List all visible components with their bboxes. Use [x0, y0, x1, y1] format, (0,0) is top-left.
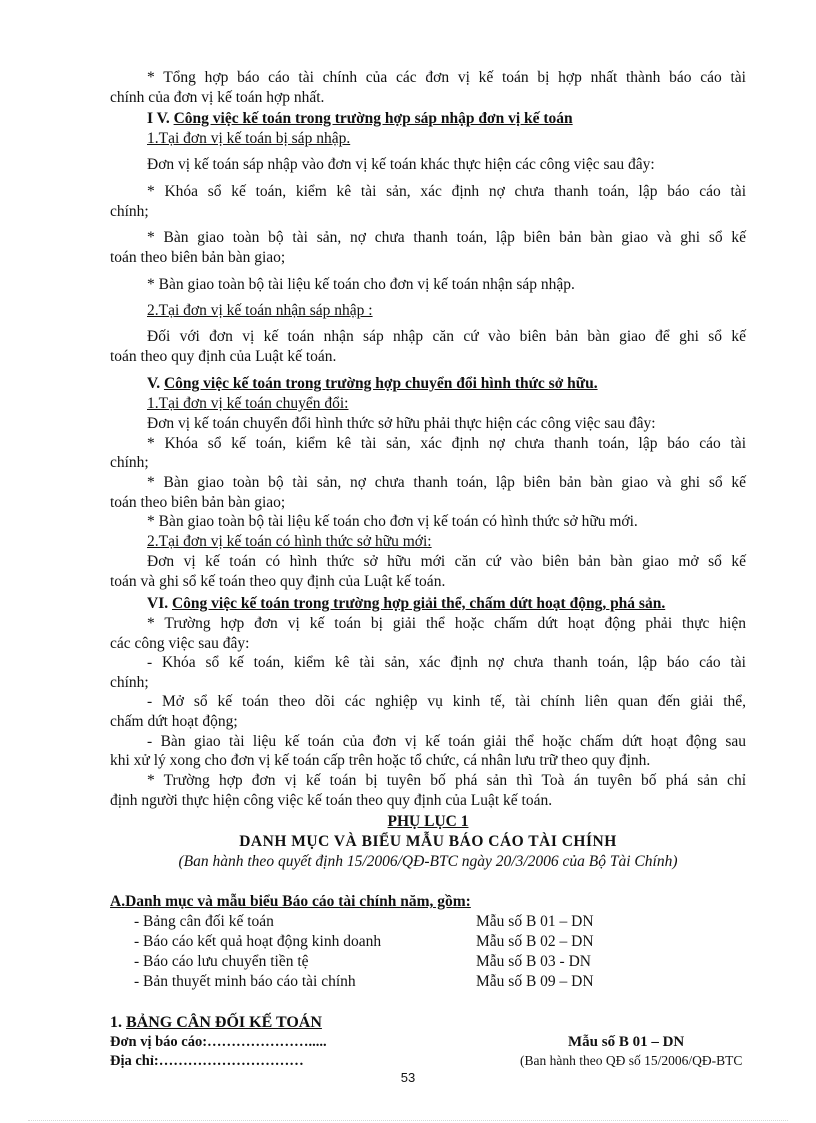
paragraph-line: chấm dứt hoạt động; [110, 713, 238, 730]
paragraph-line: * Bàn giao toàn bộ tài sản, nợ chưa thanh toán, lập biên bản bàn giao và ghi sổ kế [147, 229, 746, 246]
paragraph-line: - Mở sổ kế toán theo dõi các nghiệp vụ kinh tế, tài chính liên quan đến giải thể, [147, 693, 746, 710]
section-title: Công việc kế toán trong trường hợp sáp nhập đơn vị kế toán [173, 110, 573, 127]
paragraph-line: các công việc sau đây: [110, 635, 250, 652]
subsection-heading [147, 301, 373, 320]
section-heading-iv [147, 109, 573, 128]
section-number: I V. [147, 110, 170, 127]
paragraph-line: - Bàn giao tài liệu kế toán của đơn vị kế toán giải thể hoặc chấm dứt hoạt động sau [147, 733, 746, 750]
appendix-subtitle: DANH MỤC VÀ BIỂU MẪU BÁO CÁO TÀI CHÍNH [239, 833, 617, 850]
section-heading-vi [147, 594, 665, 613]
list-item-name: - Bảng cân đối kế toán [134, 913, 274, 930]
paragraph-line: * Khóa sổ kế toán, kiểm kê tài sản, xác định nợ chưa thanh toán, lập báo cáo tài [147, 183, 746, 200]
paragraph-line: Đơn vị kế toán có hình thức sở hữu mới căn cứ vào biên bản bàn giao mở sổ kế [147, 553, 746, 570]
list-item-form: Mẫu số B 01 – DN [476, 913, 594, 930]
list-item-form: Mẫu số B 02 – DN [476, 933, 594, 950]
paragraph-line: toán và ghi sổ kế toán theo quy định của Luật kế toán. [110, 573, 446, 590]
page-divider [28, 1120, 788, 1121]
section-title: Công việc kế toán trong trường hợp giải thể, chấm dứt hoạt động, phá sản. [171, 595, 666, 612]
address-field: Địa chỉ:………………………… [110, 1053, 304, 1069]
paragraph-line: * Trường hợp đơn vị kế toán bị giải thể hoặc chấm dứt hoạt động phải thực hiện [147, 615, 746, 632]
paragraph-line: chính; [110, 203, 149, 220]
appendix-note: (Ban hành theo quyết định 15/2006/QĐ-BTC ngày 20/3/2006 của Bộ Tài Chính) [178, 853, 678, 870]
appendix-title: PHỤ LỤC 1 [387, 813, 469, 830]
list-item-form: Mẫu số B 03 - DN [476, 953, 591, 970]
subsection-heading [147, 129, 350, 148]
subsection-heading [147, 394, 348, 413]
subsection-heading [147, 532, 432, 551]
paragraph-line: toán theo biên bản bàn giao; [110, 494, 286, 511]
subsection-title: 1.Tại đơn vị kế toán chuyển đổi: [147, 395, 349, 412]
subsection-title: 1.Tại đơn vị kế toán bị sáp nhập. [147, 130, 351, 147]
paragraph-line: Đơn vị kế toán chuyển đổi hình thức sở hữu phải thực hiện các công việc sau đây: [147, 415, 656, 432]
section-title: Công việc kế toán trong trường hợp chuyển đổi hình thức sở hữu. [163, 375, 598, 392]
paragraph-line: toán theo biên bản bàn giao; [110, 249, 286, 266]
form-note: (Ban hành theo QĐ số 15/2006/QĐ-BTC [520, 1053, 743, 1068]
paragraph-line: toán theo quy định của Luật kế toán. [110, 348, 337, 365]
subsection-title: 2.Tại đơn vị kế toán nhận sáp nhập : [147, 302, 373, 319]
list-item-form: Mẫu số B 09 – DN [476, 973, 594, 990]
section-number: VI. [147, 595, 169, 612]
section-number: V. [147, 375, 161, 392]
paragraph-line: * Bàn giao toàn bộ tài sản, nợ chưa thanh toán, lập biên bản bàn giao và ghi sổ kế [147, 474, 746, 491]
page-number: 53 [400, 1070, 416, 1085]
paragraph-line: * Trường hợp đơn vị kế toán bị tuyên bố phá sản thì Toà án tuyên bố phá sản chỉ [147, 772, 746, 789]
section-heading-v [147, 374, 598, 393]
paragraph-line: * Tổng hợp báo cáo tài chính của các đơn vị kế toán bị hợp nhất thành báo cáo tài [147, 69, 746, 86]
list-item-name: - Báo cáo lưu chuyển tiền tệ [134, 953, 309, 970]
list-item-name: - Báo cáo kết quả hoạt động kinh doanh [134, 933, 382, 950]
paragraph-line: chính; [110, 454, 149, 471]
paragraph-line: định người thực hiện công việc kế toán theo quy định của Luật kế toán. [110, 792, 553, 809]
paragraph-line: Đơn vị kế toán sáp nhập vào đơn vị kế toán khác thực hiện các công việc sau đây: [147, 156, 655, 173]
form-number: Mẫu số B 01 – DN [568, 1034, 685, 1050]
list-heading: A.Danh mục và mẫu biểu Báo cáo tài chính năm, gồm: [110, 893, 471, 910]
list-item-name: - Bản thuyết minh báo cáo tài chính [134, 973, 356, 990]
paragraph-line: chính; [110, 674, 149, 691]
paragraph-line: chính của đơn vị kế toán hợp nhất. [110, 89, 325, 106]
balance-sheet-heading [110, 1013, 322, 1032]
paragraph-line: * Bàn giao toàn bộ tài liệu kế toán cho đơn vị kế toán nhận sáp nhập. [147, 276, 575, 293]
paragraph-line: - Khóa sổ kế toán, kiểm kê tài sản, xác định nợ chưa thanh toán, lập báo cáo tài [147, 654, 746, 671]
paragraph-line: Đối với đơn vị kế toán nhận sáp nhập căn cứ vào biên bản bàn giao để ghi sổ kế [147, 328, 746, 345]
paragraph-line: * Khóa sổ kế toán, kiểm kê tài sản, xác định nợ chưa thanh toán, lập báo cáo tài [147, 435, 746, 452]
subsection-title: 2.Tại đơn vị kế toán có hình thức sở hữu mới: [147, 533, 432, 550]
section-title: BẢNG CÂN ĐỐI KẾ TOÁN [126, 1014, 322, 1031]
section-number: 1. [110, 1014, 122, 1031]
paragraph-line: * Bàn giao toàn bộ tài liệu kế toán cho đơn vị kế toán có hình thức sở hữu mới. [147, 513, 638, 530]
paragraph-line: khi xử lý xong cho đơn vị kế toán cấp trên hoặc tổ chức, cá nhân lưu trữ theo quy định. [110, 752, 651, 769]
reporting-unit-field: Đơn vị báo cáo:…………………..... [110, 1034, 327, 1050]
